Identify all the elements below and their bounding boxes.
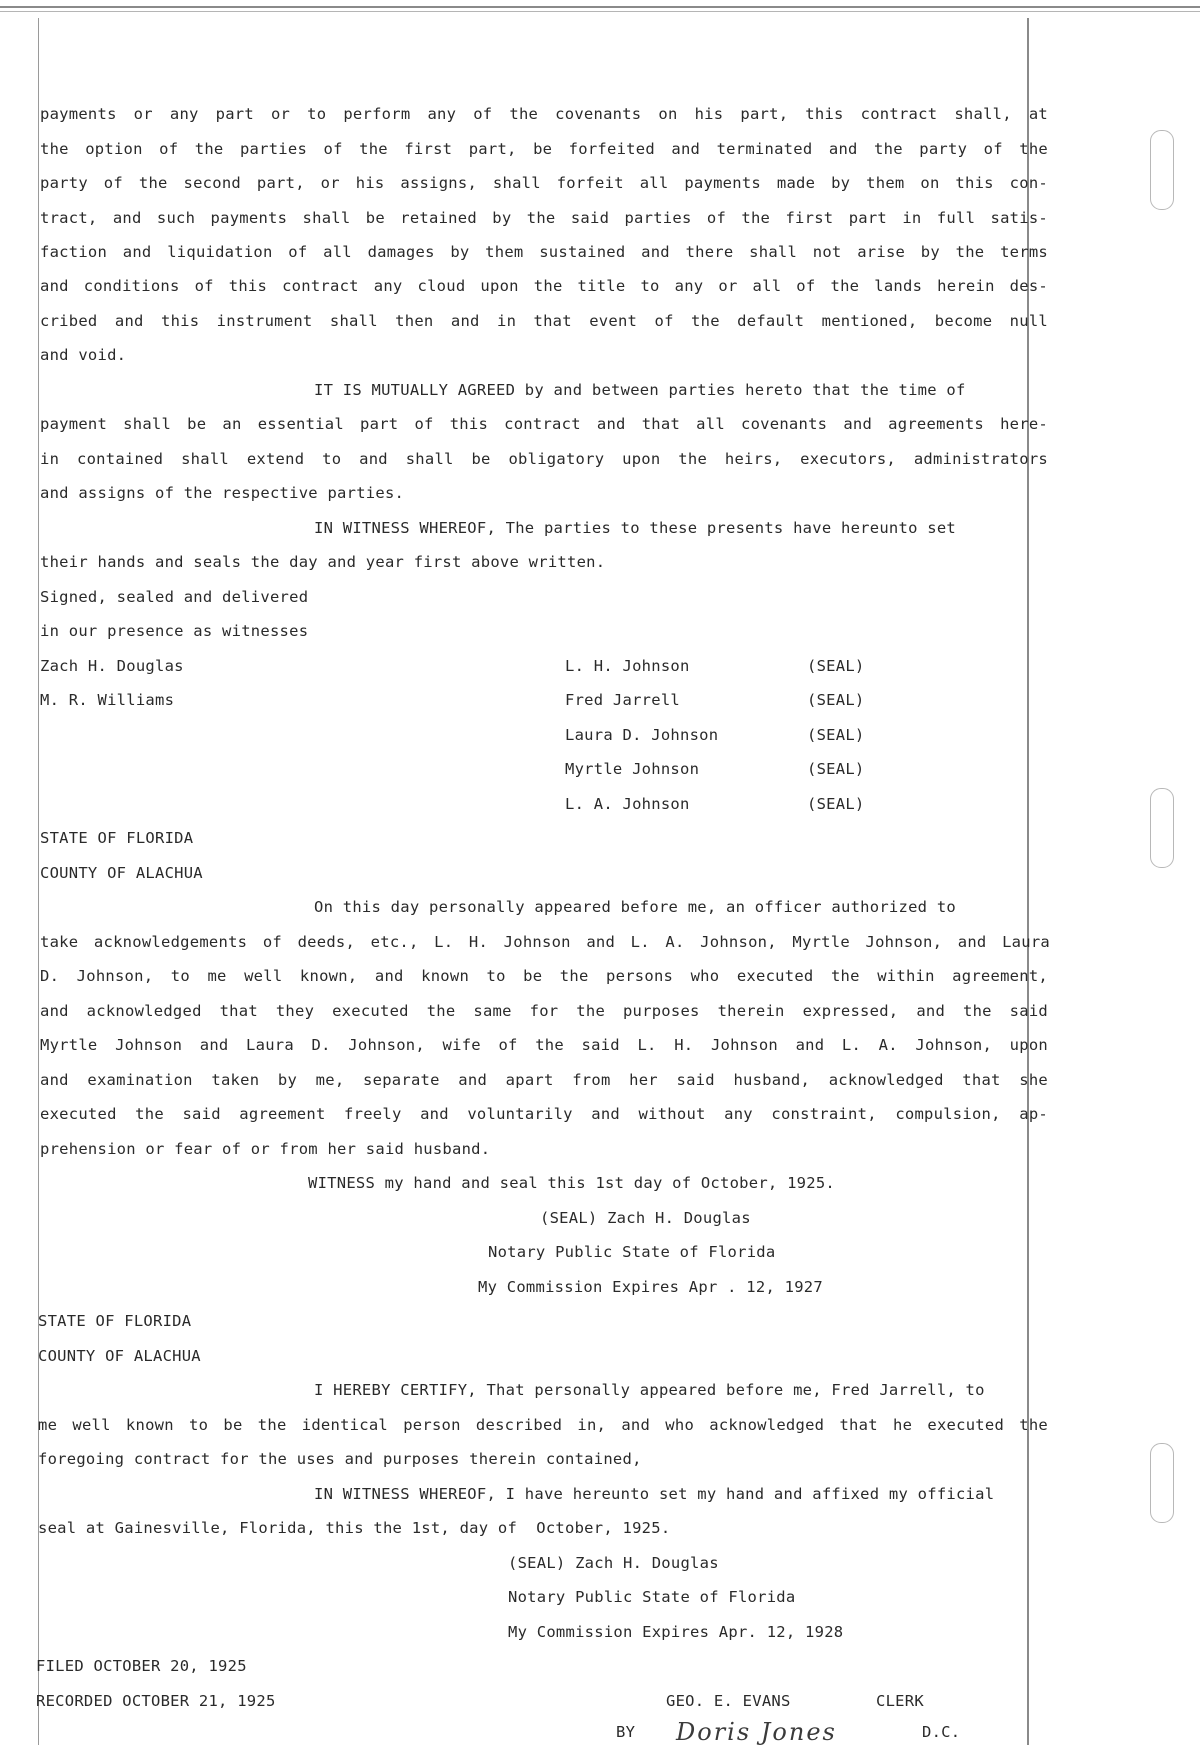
body-line: in contained shall extend to and shall be obligatory upon the heirs, executors, administrators bbox=[40, 450, 1048, 468]
witness-intro-line: in our presence as witnesses bbox=[40, 622, 309, 640]
notary-line: Notary Public State of Florida bbox=[508, 1588, 796, 1606]
witness-seal-line: WITNESS my hand and seal this 1st day of October, 1925. bbox=[308, 1174, 835, 1192]
filed-stamp: FILED OCTOBER 20, 1925 bbox=[36, 1657, 247, 1675]
state-heading: STATE OF FLORIDA bbox=[38, 1312, 192, 1330]
top-border-line bbox=[0, 6, 1200, 8]
witness-intro-line: Signed, sealed and delivered bbox=[40, 588, 309, 606]
body-line: tract, and such payments shall be retained by the said parties of the first part in full satis- bbox=[40, 209, 1048, 227]
witness-name: Zach H. Douglas bbox=[40, 657, 184, 675]
body-line: IN WITNESS WHEREOF, The parties to these presents have hereunto set bbox=[314, 519, 956, 537]
ack-line: executed the said agreement freely and voluntarily and without any constraint, compulsion, ap- bbox=[40, 1105, 1048, 1123]
body-line: and void. bbox=[40, 346, 127, 364]
body-line: the option of the parties of the first part, be forfeited and terminated and the party of the bbox=[40, 140, 1048, 158]
body-line: faction and liquidation of all damages by them sustained and there shall not arise by the terms bbox=[40, 243, 1048, 261]
notary-line: My Commission Expires Apr. 12, 1928 bbox=[508, 1623, 844, 1641]
deputy-clerk-signature: Doris Jones bbox=[676, 1718, 837, 1746]
signer-name: Myrtle Johnson bbox=[565, 760, 700, 778]
signer-name: Laura D. Johnson bbox=[565, 726, 719, 744]
ack-line: and acknowledged that they executed the same for the purposes therein expressed, and the said bbox=[40, 1002, 1048, 1020]
ack-line: prehension or fear of or from her said husband. bbox=[40, 1140, 491, 1158]
seal-mark: (SEAL) bbox=[807, 760, 865, 778]
signer-name: L. H. Johnson bbox=[565, 657, 690, 675]
signer-name: L. A. Johnson bbox=[565, 795, 690, 813]
seal-mark: (SEAL) bbox=[807, 657, 865, 675]
binder-hole bbox=[1150, 1443, 1174, 1523]
body-line: their hands and seals the day and year first above written. bbox=[40, 553, 606, 571]
top-border-line-thin bbox=[0, 11, 1200, 12]
county-heading: COUNTY OF ALACHUA bbox=[40, 864, 203, 882]
witness-name: M. R. Williams bbox=[40, 691, 175, 709]
ack-line: Myrtle Johnson and Laura D. Johnson, wife of the said L. H. Johnson and L. A. Johnson, upon bbox=[40, 1036, 1048, 1054]
witness-seal-line: seal at Gainesville, Florida, this the 1st, day of October, 1925. bbox=[38, 1519, 671, 1537]
clerk-title: CLERK bbox=[876, 1692, 924, 1710]
seal-mark: (SEAL) bbox=[807, 726, 865, 744]
ack-line: foregoing contract for the uses and purposes therein contained, bbox=[38, 1450, 642, 1468]
notary-line: Notary Public State of Florida bbox=[488, 1243, 776, 1261]
by-label: BY bbox=[616, 1723, 636, 1741]
body-line: payments or any part or to perform any of the covenants on his part, this contract shall, at bbox=[40, 105, 1048, 123]
notary-line: My Commission Expires Apr . 12, 1927 bbox=[478, 1278, 823, 1296]
deputy-clerk-title: D.C. bbox=[922, 1723, 961, 1741]
body-line: party of the second part, or his assigns, shall forfeit all payments made by them on this con- bbox=[40, 174, 1048, 192]
ack-line: D. Johnson, to me well known, and known to be the persons who executed the within agreement, bbox=[40, 967, 1048, 985]
ack-line: On this day personally appeared before me, an officer authorized to bbox=[314, 898, 956, 916]
ack-line: take acknowledgements of deeds, etc., L. H. Johnson and L. A. Johnson, Myrtle Johnson, and Laura bbox=[40, 933, 1050, 951]
body-line: cribed and this instrument shall then and in that event of the default mentioned, become null bbox=[40, 312, 1048, 330]
county-heading: COUNTY OF ALACHUA bbox=[38, 1347, 201, 1365]
body-line: IT IS MUTUALLY AGREED by and between parties hereto that the time of bbox=[314, 381, 966, 399]
binder-hole bbox=[1150, 788, 1174, 868]
seal-mark: (SEAL) bbox=[807, 691, 865, 709]
ack-line: me well known to be the identical person described in, and who acknowledged that he executed the bbox=[38, 1416, 1048, 1434]
body-line: and conditions of this contract any cloud upon the title to any or all of the lands herein des- bbox=[40, 277, 1048, 295]
recorded-stamp: RECORDED OCTOBER 21, 1925 bbox=[36, 1692, 276, 1710]
ack-line: I HEREBY CERTIFY, That personally appeared before me, Fred Jarrell, to bbox=[314, 1381, 985, 1399]
body-line: payment shall be an essential part of this contract and that all covenants and agreements here- bbox=[40, 415, 1048, 433]
state-heading: STATE OF FLORIDA bbox=[40, 829, 194, 847]
notary-line: (SEAL) Zach H. Douglas bbox=[540, 1209, 751, 1227]
clerk-name: GEO. E. EVANS bbox=[666, 1692, 791, 1710]
binder-hole bbox=[1150, 130, 1174, 210]
ack-line: and examination taken by me, separate and apart from her said husband, acknowledged that she bbox=[40, 1071, 1048, 1089]
left-margin-line bbox=[38, 18, 39, 1745]
notary-line: (SEAL) Zach H. Douglas bbox=[508, 1554, 719, 1572]
seal-mark: (SEAL) bbox=[807, 795, 865, 813]
witness-seal-line: IN WITNESS WHEREOF, I have hereunto set my hand and affixed my official bbox=[314, 1485, 995, 1503]
body-line: and assigns of the respective parties. bbox=[40, 484, 405, 502]
signer-name: Fred Jarrell bbox=[565, 691, 680, 709]
